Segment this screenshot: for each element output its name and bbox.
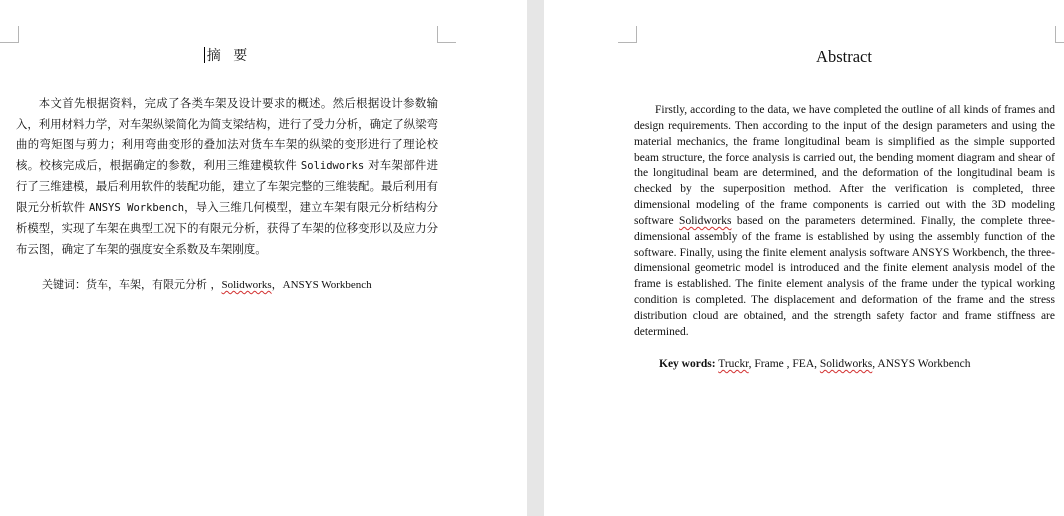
keywords-label: Key words: [659,358,716,370]
english-keywords[interactable] [659,356,971,372]
text-cursor [204,47,205,63]
body-text: based on the parameters determined. Finally, the complete three-dimensional assembly of the frame is established by using the assembly function of the software. Finally, using the finite element analysis software ANSYS Workbench, the three-dimensional geometric model is introduced and the finite element analysis model of the frame is established. The finite element analysis of the frame under the typical working condition is completed. The displacement and deformation of the frame and the stress distribution cloud are obtained, and the strength safety factor and frame stiffness are determined. [634,214,1055,338]
page-corner-mark [1055,26,1064,43]
english-abstract-title[interactable]: Abstract [816,47,872,66]
page-corner-mark [618,26,637,43]
body-text-ansys: ANSYS Workbench [89,201,185,214]
body-text-solidworks: Solidworks [300,159,365,172]
document-page-left [0,0,527,516]
keywords-rest: , ANSYS Workbench [872,358,971,370]
chinese-keywords[interactable] [42,276,372,294]
keywords-label: 关键词：货车，车架，有限元分析 ， [42,278,222,291]
keyword-solidworks: Solidworks [819,358,873,370]
chinese-abstract-title-text: 摘 要 [206,48,252,64]
keywords-mid: , Frame , FEA, [748,358,820,370]
chinese-abstract-title[interactable] [0,46,455,66]
keyword-truckr: Truckr [718,358,749,370]
document-page-right [544,0,1064,516]
body-text: 本文首先根据资料，完成了各类车架及设计要求的概述。然后根据设计参数输入，利用材料力学，对车架纵梁简化为简支梁结构，进行了受力分析，确定了纵梁弯曲的弯矩图与剪力；利用弯曲变形的叠加法对货车车架的纵梁的变形进行了理论校核。校核完成后，根据确定的参数，利用三维建模软件 [16,96,438,172]
english-abstract-body[interactable] [634,103,1055,341]
body-text: Firstly, according to the data, we have completed the outline of all kinds of frames and design requirements. Then according to the input of the design parameters and using the material mechanics, the frame longitudinal beam is simplified as the simple supported beam structure, the force analysis is carried out, the bending moment diagram and shear of the longitudinal beam are determined, and the deformation of the longitudinal beam is checked by the superposition method. After the verification is completed, three dimensional modeling of the frame components is carried out with the 3D modeling software [634,104,1055,227]
page-corner-mark [0,26,19,43]
keyword-solidworks: Solidworks [221,279,272,291]
body-text: 对车架部件进行了三维建模，最后利用软件的装配功能，建立了车架完整的三维装配。最后利用有限元分析软件 [16,157,439,214]
keywords-rest: ，ANSYS Workbench [271,279,372,291]
body-text-solidworks: Solidworks [679,214,732,227]
page-corner-mark [437,26,456,43]
body-text: ，导入三维几何模型，建立车架有限元分析结构分析模型，实现了车架在典型工况下的有限元分析，获得了车架的位移变形以及应力分布云图，确定了车架的强度安全系数及车架刚度。 [16,199,438,256]
chinese-abstract-body[interactable] [16,93,438,259]
